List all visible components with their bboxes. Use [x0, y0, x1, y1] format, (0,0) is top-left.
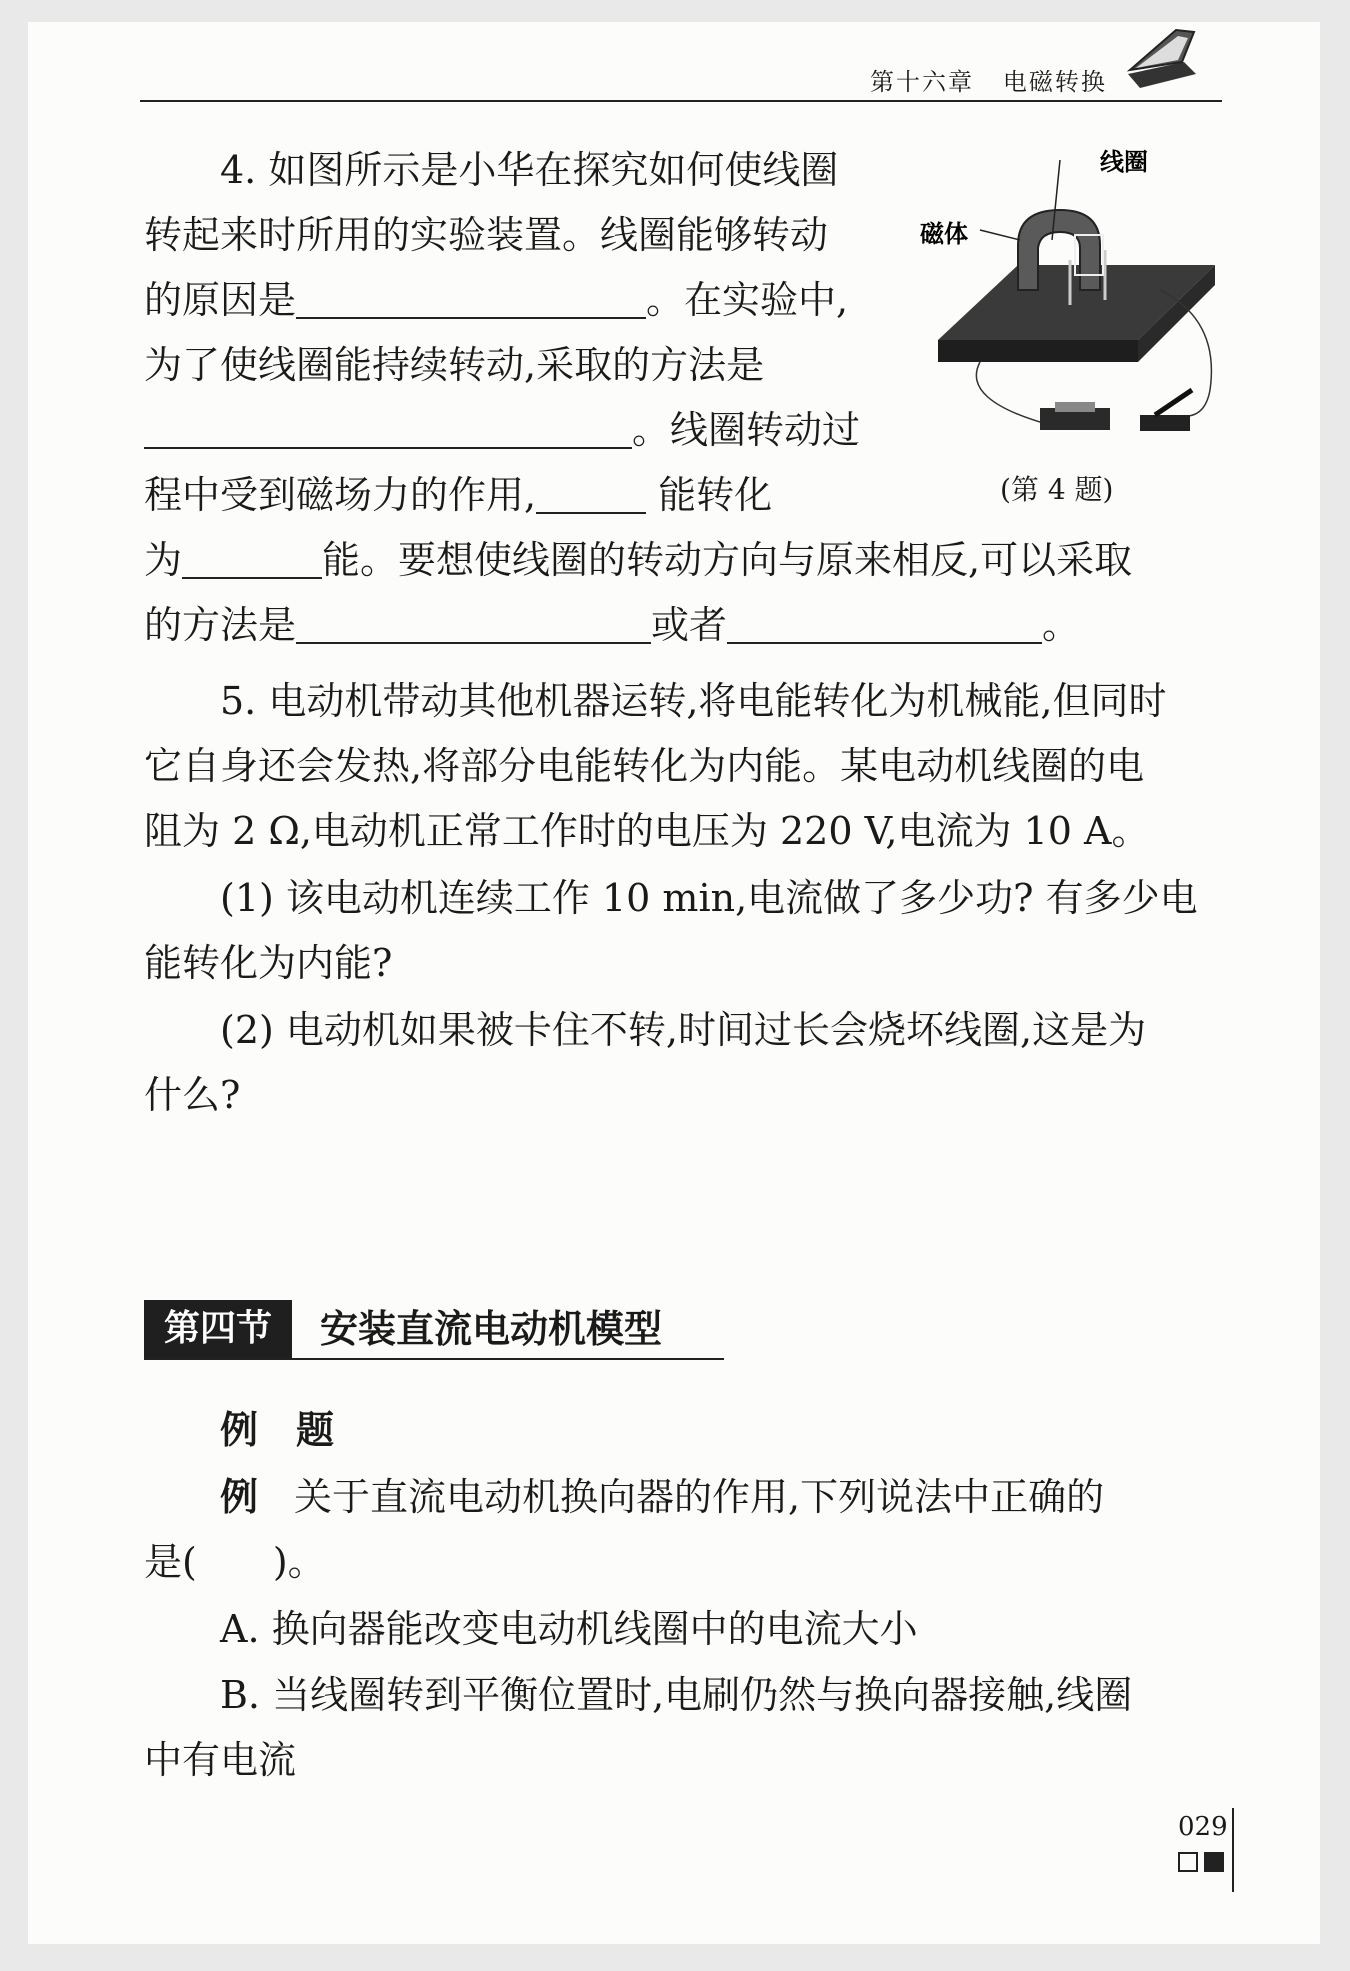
answer-blank-reason[interactable] [296, 277, 646, 319]
q4-line-5 [144, 405, 860, 455]
q5-sub1-line-2: 能转化为内能? [144, 941, 393, 985]
section-number: 第四节 [144, 1300, 292, 1358]
answer-blank-energy-to[interactable] [182, 537, 322, 579]
q4-text: 。 [1042, 603, 1081, 647]
header-rule [140, 100, 1222, 102]
footer-rule [1232, 1808, 1234, 1892]
option-b-line-1: B. 当线圈转到平衡位置时,电刷仍然与换向器接触,线圈 [220, 1673, 1133, 1717]
q5-sub2-line-2: 什么? [144, 1073, 241, 1117]
q4-line-4: 为了使线圈能持续转动,采取的方法是 [144, 343, 765, 387]
page-number: 029 [1178, 1812, 1228, 1842]
q5-sub2-line-1: (2) 电动机如果被卡住不转,时间过长会烧坏线圈,这是为 [220, 1008, 1147, 1052]
q5-line-2: 它自身还会发热,将部分电能转化为内能。某电动机线圈的电 [144, 744, 1145, 788]
q4-line-2: 转起来时所用的实验装置。线圈能够转动 [144, 213, 829, 257]
filled-square-icon [1204, 1852, 1224, 1872]
q4-text: 的原因是 [144, 278, 297, 322]
answer-blank-energy-from[interactable] [536, 472, 646, 514]
section-title: 安装直流电动机模型 [320, 1307, 663, 1351]
q4-text: 。在实验中, [646, 278, 849, 322]
q4-text: 的方法是 [144, 603, 297, 647]
q4-text: 为 [144, 538, 183, 582]
q4-text: 或者 [651, 603, 728, 647]
chapter-title: 电磁转换 [1002, 68, 1107, 96]
q4-line-3 [144, 275, 848, 325]
example-line-2: 是( )。 [144, 1540, 326, 1584]
q5-line-3: 阻为 2 Ω,电动机正常工作时的电压为 220 V,电流为 10 A。 [144, 809, 1150, 853]
q4-line-6 [144, 470, 772, 520]
answer-blank-reverse-1[interactable] [296, 602, 651, 644]
example-label: 例 [220, 1475, 259, 1519]
q4-text: 。线圈转动过 [632, 408, 861, 452]
example-text: 关于直流电动机换向器的作用,下列说法中正确的 [294, 1475, 1105, 1519]
q4-text: 能转化 [658, 473, 773, 517]
q4-text: 能。要想使线圈的转动方向与原来相反,可以采取 [322, 538, 1133, 582]
label-magnet: 磁体 [920, 220, 968, 248]
q5-sub1-line-1: (1) 该电动机连续工作 10 min,电流做了多少功? 有多少电 [220, 876, 1198, 920]
option-a: A. 换向器能改变电动机线圈中的电流大小 [220, 1607, 918, 1651]
answer-blank-reverse-2[interactable] [727, 602, 1042, 644]
base-board [938, 265, 1215, 340]
q5-line-1: 5. 电动机带动其他机器运转,将电能转化为机械能,但同时 [220, 679, 1167, 723]
q4-line-1: 4. 如图所示是小华在探究如何使线圈 [220, 148, 839, 192]
book-icon [1122, 22, 1202, 92]
switch [1140, 415, 1190, 431]
q4-text: 程中受到磁场力的作用, [144, 473, 537, 517]
option-b-line-2: 中有电流 [144, 1738, 297, 1782]
q4-line-7 [144, 535, 1132, 585]
chapter-label: 第十六章 [870, 68, 974, 96]
section-rule [144, 1358, 724, 1360]
open-square-icon [1178, 1852, 1198, 1872]
motor-apparatus-figure [920, 140, 1240, 460]
example-line-1 [220, 1472, 1104, 1522]
running-header [870, 62, 1107, 97]
q4-line-8 [144, 600, 1080, 650]
answer-blank-method[interactable] [144, 407, 632, 449]
example-heading: 例 题 [220, 1408, 335, 1452]
label-coil: 线圈 [1100, 148, 1148, 176]
figure-caption: (第 4 题) [1000, 473, 1114, 506]
